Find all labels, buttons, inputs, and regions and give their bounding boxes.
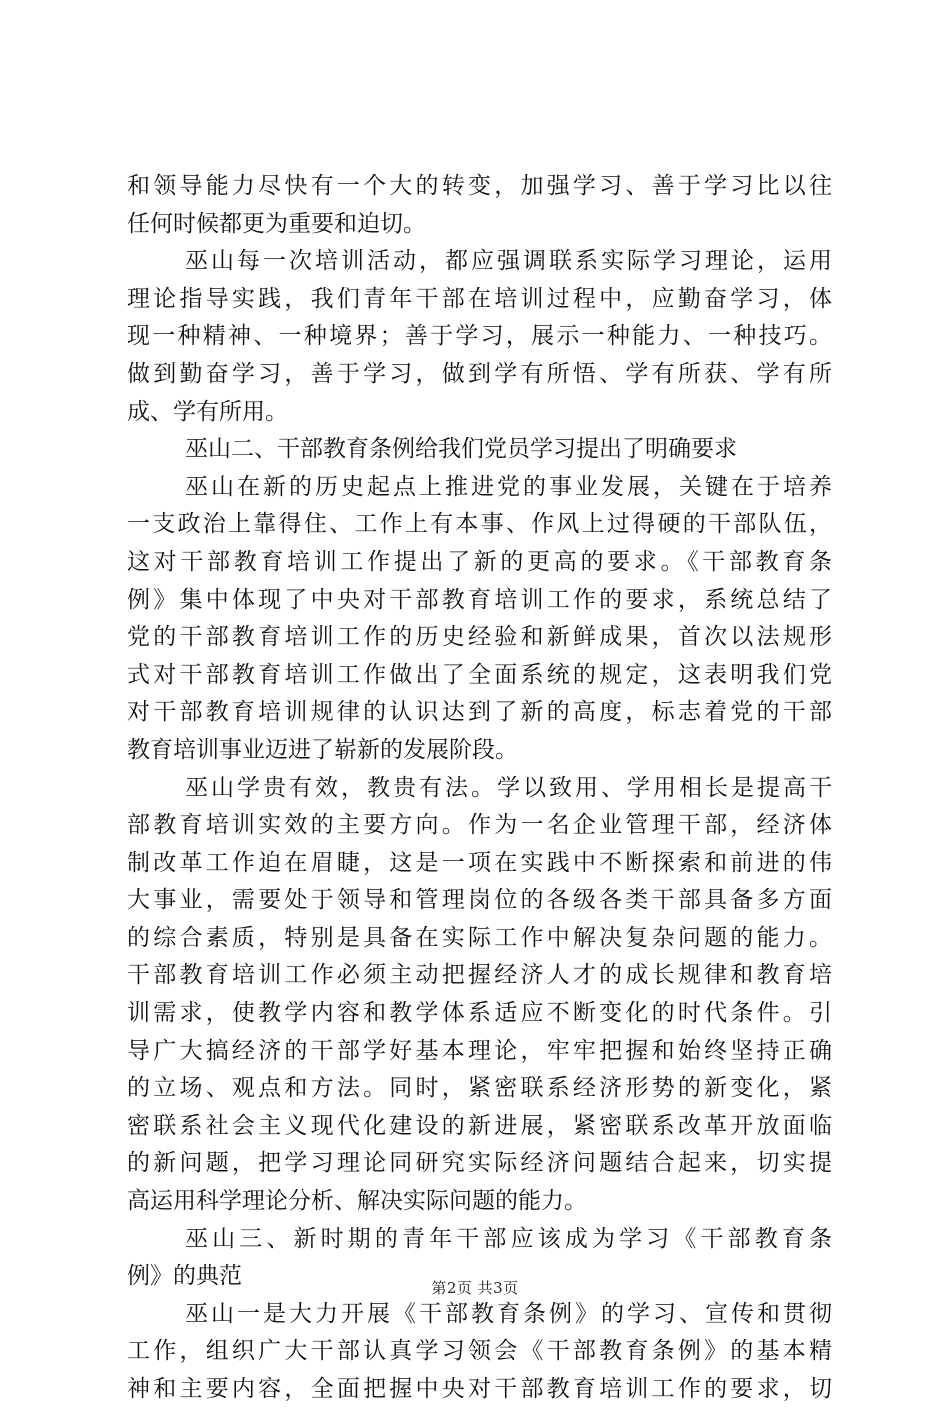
text-line: 制改革工作迫在眉睫，这是一项在实践中不断探索和前进的伟 bbox=[127, 849, 832, 876]
text-line: 干部教育培训工作必须主动把握经济人才的成长规律和教育培 bbox=[127, 962, 832, 989]
text-line: 训需求，使教学内容和教学体系适应不断变化的时代条件。引 bbox=[127, 1000, 832, 1027]
paragraph-first-line: 巫山学贵有效，教贵有法。学以致用、学用相长是提高干 bbox=[185, 774, 832, 801]
text-line: 的综合素质，特别是具备在实际工作中解决复杂问题的能力。 bbox=[127, 924, 832, 951]
text-line: 高运用科学理论分析、解决实际问题的能力。 bbox=[127, 1188, 587, 1215]
text-line: 和领导能力尽快有一个大的转变，加强学习、善于学习比以往 bbox=[127, 173, 832, 199]
text-line: 现一种精神、一种境界；善于学习，展示一种能力、一种技巧。 bbox=[127, 323, 832, 350]
page-number-footer: 第2页 共3页 bbox=[431, 1279, 519, 1297]
text-line: 的新问题，把学习理论同研究实际经济问题结合起来，切实提 bbox=[127, 1150, 832, 1177]
text-line: 导广大搞经济的干部学好基本理论，牢牢把握和始终坚持正确 bbox=[127, 1037, 832, 1064]
text-line: 密联系社会主义现代化建设的新进展，紧密联系改革开放面临 bbox=[127, 1112, 832, 1139]
text-line: 例》集中体现了中央对干部教育培训工作的要求，系统总结了 bbox=[127, 586, 832, 613]
text-line: 党的干部教育培训工作的历史经验和新鲜成果，首次以法规形 bbox=[127, 624, 832, 651]
text-line: 的立场、观点和方法。同时，紧密联系经济形势的新变化，紧 bbox=[127, 1075, 832, 1102]
paragraph-first-line: 巫山每一次培训活动，都应强调联系实际学习理论，运用 bbox=[185, 248, 832, 275]
text-line: 任何时候都更为重要和迫切。 bbox=[127, 210, 426, 237]
text-line: 对干部教育培训规律的认识达到了新的高度，标志着党的干部 bbox=[127, 699, 832, 726]
text-line: 理论指导实践，我们青年干部在培训过程中，应勤奋学习，体 bbox=[127, 285, 832, 312]
section-heading-continued: 例》的典范 bbox=[127, 1263, 242, 1290]
document-body bbox=[127, 168, 832, 1409]
text-line: 大事业，需要处于领导和管理岗位的各级各类干部具备多方面 bbox=[127, 887, 832, 914]
text-line: 部教育培训实效的主要方向。作为一名企业管理干部，经济体 bbox=[127, 812, 832, 839]
paragraph-first-line: 巫山在新的历史起点上推进党的事业发展，关键在于培养 bbox=[185, 473, 832, 500]
section-heading: 巫山三、新时期的青年干部应该成为学习《干部教育条 bbox=[185, 1225, 832, 1252]
section-heading: 巫山二、干部教育条例给我们党员学习提出了明确要求 bbox=[185, 436, 737, 463]
text-line: 成、学有所用。 bbox=[127, 398, 288, 425]
paragraph-first-line: 巫山一是大力开展《干部教育条例》的学习、宣传和贯彻 bbox=[185, 1300, 832, 1327]
text-line: 做到勤奋学习，善于学习，做到学有所悟、学有所获、学有所 bbox=[127, 360, 832, 387]
text-line: 这对干部教育培训工作提出了新的更高的要求。《干部教育条 bbox=[127, 548, 832, 575]
text-line: 神和主要内容，全面把握中央对干部教育培训工作的要求，切 bbox=[127, 1376, 832, 1402]
text-line: 工作，组织广大干部认真学习领会《干部教育条例》的基本精 bbox=[127, 1338, 832, 1365]
text-line: 式对干部教育培训工作做出了全面系统的规定，这表明我们党 bbox=[127, 661, 832, 688]
text-line: 教育培训事业迈进了崭新的发展阶段。 bbox=[127, 736, 518, 763]
text-line: 一支政治上靠得住、工作上有本事、作风上过得硬的干部队伍， bbox=[127, 511, 832, 538]
